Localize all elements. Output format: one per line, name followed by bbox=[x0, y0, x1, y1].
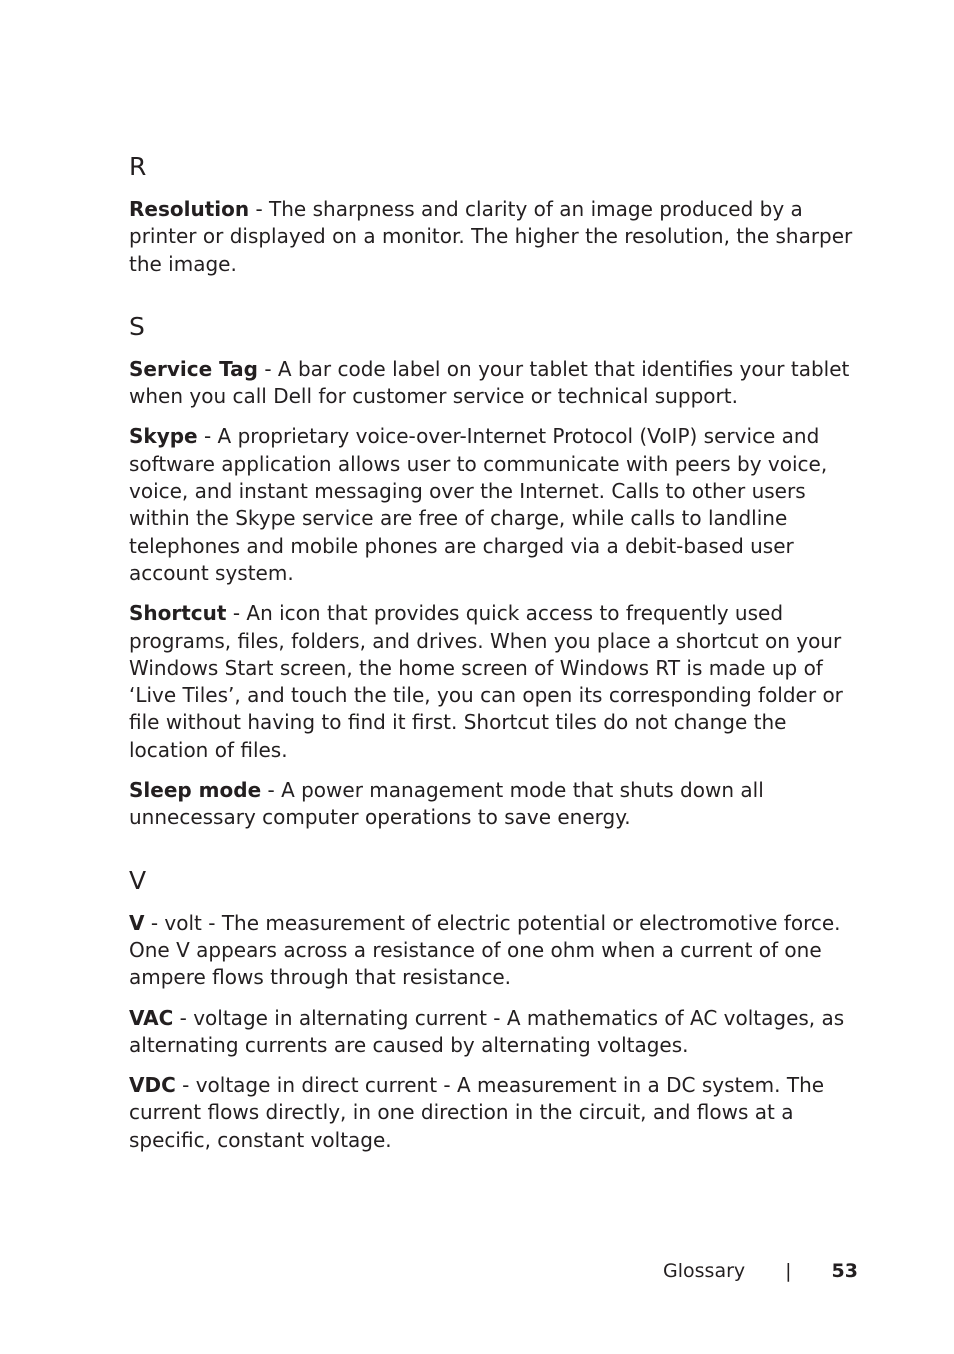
entry-list bbox=[129, 356, 861, 832]
footer-divider: | bbox=[785, 1260, 792, 1282]
entry-term: Skype bbox=[129, 424, 198, 449]
glossary-entry-sleep-mode bbox=[129, 777, 861, 832]
glossary-entry-resolution bbox=[129, 196, 861, 278]
glossary-entry-shortcut bbox=[129, 600, 861, 764]
page-footer bbox=[663, 1260, 858, 1282]
entry-list bbox=[129, 910, 861, 1154]
section-letter: R bbox=[129, 152, 147, 181]
glossary-section-r bbox=[129, 150, 861, 278]
entry-term: VAC bbox=[129, 1005, 174, 1030]
glossary-entry-skype bbox=[129, 423, 861, 587]
entry-term: VDC bbox=[129, 1073, 176, 1098]
entry-definition: - voltage in direct current - A measurement in a DC system. The current flows directly, in one direction in the circuit, and flows at a specific, constant voltage. bbox=[129, 1073, 825, 1152]
entry-definition: - volt - The measurement of electric potential or electromotive force. One V appears across a resistance of one ohm when a current of one ampere flows through that resistance. bbox=[129, 910, 841, 990]
entry-definition: - The sharpness and clarity of an image produced by a printer or displayed on a monitor. The higher the resolution, the sharper the image. bbox=[129, 197, 853, 276]
glossary-entry-vdc bbox=[129, 1072, 861, 1154]
section-letter: V bbox=[129, 865, 147, 895]
glossary-entry-vac bbox=[129, 1005, 861, 1060]
entry-definition: - An icon that provides quick access to frequently used programs, files, folders, and drives. When you place a shortcut on your Windows Start screen, the home screen of Windows RT is made up of ‘Live Tiles’, and touch the tile, you can open its corresponding folder or file without having to find it first. Shortcut tiles do not change the location of files. bbox=[129, 601, 843, 762]
entry-list bbox=[129, 196, 861, 278]
entry-term: Shortcut bbox=[129, 601, 227, 626]
entry-definition: - voltage in alternating current - A mathematics of AC voltages, as alternating currents are caused by alternating voltages. bbox=[129, 1005, 845, 1057]
glossary-entry-service-tag bbox=[129, 356, 861, 411]
entry-definition: - A bar code label on your tablet that identifies your tablet when you call Dell for customer service or technical support. bbox=[129, 356, 850, 409]
entry-term: Service Tag bbox=[129, 356, 258, 381]
entry-term: Resolution bbox=[129, 197, 250, 221]
page-number: 53 bbox=[831, 1260, 858, 1282]
section-letter: S bbox=[129, 311, 145, 341]
entry-term: V bbox=[129, 910, 145, 935]
glossary-content bbox=[129, 150, 861, 1154]
footer-section-name: Glossary bbox=[663, 1260, 746, 1282]
entry-definition: - A proprietary voice-over-Internet Protocol (VoIP) service and software application allows user to communicate with peers by voice, voice, and instant messaging over the Internet. Calls to other users within the Skype service are free of charge, while calls to landline telephones and mobile phones are charged via a debit-based user account system. bbox=[129, 424, 828, 585]
glossary-section-v bbox=[129, 864, 861, 1154]
entry-term: Sleep mode bbox=[129, 778, 262, 803]
entry-definition: - A power management mode that shuts down all unnecessary computer operations to save energy. bbox=[129, 778, 764, 830]
glossary-entry-v bbox=[129, 910, 861, 992]
glossary-section-s bbox=[129, 310, 861, 832]
